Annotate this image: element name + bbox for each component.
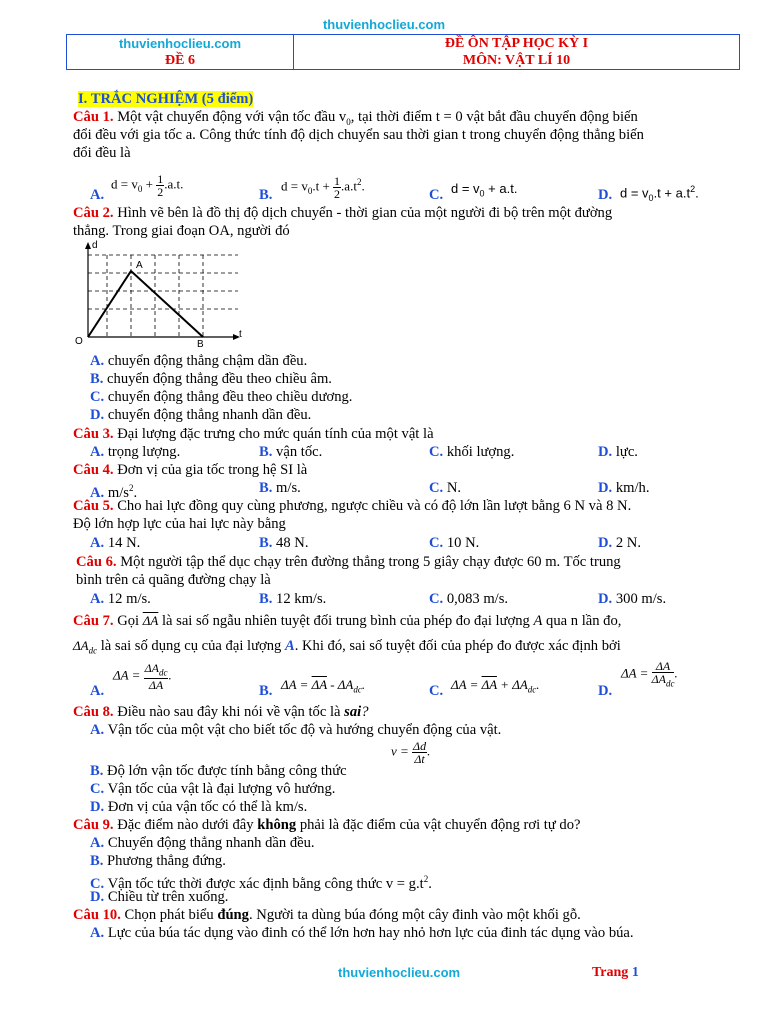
axis-d-label: d (92, 240, 98, 251)
q8-option-c[interactable]: C. Vận tốc của vật là đại lượng vô hướng. (90, 781, 336, 797)
page-number: Trang 1 (592, 965, 639, 980)
q5-option-d[interactable]: D. 2 N. (598, 535, 641, 551)
q5-option-b[interactable]: B. 48 N. (259, 535, 309, 551)
q1-line2: đổi đều với gia tốc a. Công thức tính độ dịch chuyển sau thời gian t trong chuyển động thẳng biến (73, 127, 644, 143)
q10-option-a[interactable]: A. Lực của búa tác dụng vào đinh có thể lớn hơn hay nhỏ hơn lực của đinh tác dụng vào búa. (90, 925, 634, 941)
q9-option-a[interactable]: A. Chuyển động thẳng nhanh dần đều. (90, 835, 315, 851)
q10-question: Câu 10. Chọn phát biểu đúng. Người ta dùng búa đóng một cây đinh vào một khối gỗ. (73, 907, 581, 923)
q2-displacement-graph (73, 238, 253, 348)
q1-formula-b: $d = v_0.t$ + $\frac{1}{2}$ $.a.t^2$. (281, 173, 365, 201)
q9-option-d[interactable]: D. Chiều từ trên xuống. (90, 889, 229, 905)
exam-content (73, 0, 741, 1024)
q2-option-a[interactable]: A. chuyển động thẳng chậm dần đều. (90, 353, 308, 369)
point-B-label: B (197, 339, 204, 348)
q4-option-d[interactable]: D. km/h. (598, 480, 650, 496)
q1-line1: Câu 1. Một vật chuyển động với vận tốc đầu $v_0$, tại thời điểm t = 0 vật bắt đầu chuyển động biến (73, 109, 638, 127)
q1-formula-c: $d = v_0 + a.t$. (451, 181, 518, 199)
q4-option-b[interactable]: B. m/s. (259, 480, 301, 496)
q1-line3: đổi đều là (73, 145, 131, 161)
q1-option-c[interactable]: C. (429, 187, 444, 203)
header-site-link[interactable]: thuvienhoclieu.com (118, 36, 242, 51)
q9-question: Câu 9. Đặc điểm nào dưới đây không phải là đặc điểm của vật chuyển động rơi tự do? (73, 817, 581, 833)
q1-formula-d: $d = v_0.t + a.t^2$. (620, 184, 699, 203)
q7-options (73, 658, 741, 700)
q6-option-d[interactable]: D. 300 m/s. (598, 591, 667, 607)
q6-option-a[interactable]: A. 12 m/s. (90, 591, 151, 607)
point-O-label: O (75, 336, 83, 347)
q7-formula-b: $\Delta A = \overline{\Delta A} - \Delta A_{dc}$. (281, 677, 366, 695)
q9-option-c[interactable]: C. Vận tốc tức thời được xác định bằng công thức $v = g.t^2$. (90, 874, 432, 892)
q8-question: Câu 8. Điều nào sau đây khi nói về vận tốc là sai? (73, 704, 369, 720)
q7-option-d[interactable]: D. (598, 683, 613, 699)
q1-option-a[interactable]: A. (90, 187, 105, 203)
q7-formula-a: ΔA = $\frac{\Delta A_{dc}}{\Delta A}$ . (113, 661, 172, 693)
q7-formula-c: $\Delta A = \overline{\Delta A} + \Delta A_{dc}$. (451, 677, 540, 695)
q7-line1: Câu 7. Gọi $\overline{\Delta A}$ là sai số ngẫu nhiên tuyệt đối trung bình của phép đo đại lượng A qua n lần đo, (73, 613, 622, 629)
section-title: I. TRẮC NGHIỆM (5 điểm) (78, 91, 254, 107)
q1-option-b[interactable]: B. (259, 187, 273, 203)
q3-option-b[interactable]: B. vận tốc. (259, 444, 323, 460)
point-A-label: A (136, 260, 143, 271)
q5-line1: Câu 5. Cho hai lực đồng quy cùng phương, ngược chiều và có độ lớn lần lượt bằng 6 N và 8 N. (73, 498, 632, 514)
q8-option-d[interactable]: D. Đơn vị của vận tốc có thể là km/s. (90, 799, 308, 815)
q5-line2: Độ lớn hợp lực của hai lực này bằng (73, 516, 286, 532)
q9-option-b[interactable]: B. Phương thẳng đứng. (90, 853, 226, 869)
q8-option-b[interactable]: B. Độ lớn vận tốc được tính bằng công thức (90, 763, 347, 779)
q3-question: Câu 3. Đại lượng đặc trưng cho mức quán tính của một vật là (73, 426, 434, 442)
q1-formula-a: $d = v_0$ + $\frac{1}{2}$ .a.t. (111, 172, 184, 199)
graph-line-OAB (88, 271, 203, 337)
q1-option-d[interactable]: D. (598, 187, 613, 203)
q5-option-a[interactable]: A. 14 N. (90, 535, 141, 551)
q2-option-c[interactable]: C. chuyển động thẳng đều theo chiều dương. (90, 389, 353, 405)
q8-option-a[interactable]: A. Vận tốc của một vật cho biết tốc độ và hướng chuyển động của vật. (90, 722, 502, 738)
exam-subject: MÔN: VẬT LÍ 10 (462, 53, 571, 68)
top-site-link[interactable]: thuvienhoclieu.com (322, 17, 446, 32)
q3-option-c[interactable]: C. khối lượng. (429, 444, 515, 460)
q8-velocity-formula: v = $\frac{\Delta d}{\Delta t}$ . (391, 739, 431, 766)
axis-t-label: t (239, 329, 242, 340)
exam-code: ĐỀ 6 (165, 53, 195, 68)
q7-line2: $\Delta A_{dc}$ là sai số dụng cụ của đại lượng A. Khi đó, sai số tuyệt đối của phép đo được xác định bởi (73, 638, 621, 656)
q2-option-b[interactable]: B. chuyển động thẳng đều theo chiều âm. (90, 371, 332, 387)
q2-option-d[interactable]: D. chuyển động thẳng nhanh dần đều. (90, 407, 312, 423)
q7-option-a[interactable]: A. (90, 683, 105, 699)
q6-option-b[interactable]: B. 12 km/s. (259, 591, 327, 607)
q5-option-c[interactable]: C. 10 N. (429, 535, 480, 551)
q7-formula-d: ΔA = $\frac{\Delta A}{\Delta A_{dc}}$ . (621, 659, 678, 689)
exam-title: ĐỀ ÔN TẬP HỌC KỲ I (444, 36, 589, 51)
q2-line1: Câu 2. Hình vẽ bên là đồ thị độ dịch chuyển - thời gian của một người đi bộ trên một đường (73, 205, 613, 221)
q4-question: Câu 4. Đơn vị của gia tốc trong hệ SI là (73, 462, 308, 478)
q6-line1: Câu 6. Một người tập thể dục chạy trên đường thẳng trong 5 giây chạy được 60 m. Tốc trung (76, 554, 621, 570)
q6-line2: bình trên cả quãng đường chạy là (76, 572, 271, 588)
q7-option-b[interactable]: B. (259, 683, 273, 699)
q7-option-c[interactable]: C. (429, 683, 444, 699)
footer-site-link[interactable]: thuvienhoclieu.com (338, 965, 461, 980)
q3-option-a[interactable]: A. trọng lượng. (90, 444, 181, 460)
q4-option-a[interactable]: A. $m/s^2$. (90, 483, 138, 501)
q4-option-c[interactable]: C. N. (429, 480, 462, 496)
q6-option-c[interactable]: C. 0,083 m/s. (429, 591, 509, 607)
q3-option-d[interactable]: D. lực. (598, 444, 638, 460)
q2-line2: thẳng. Trong giai đoạn OA, người đó (73, 223, 290, 239)
